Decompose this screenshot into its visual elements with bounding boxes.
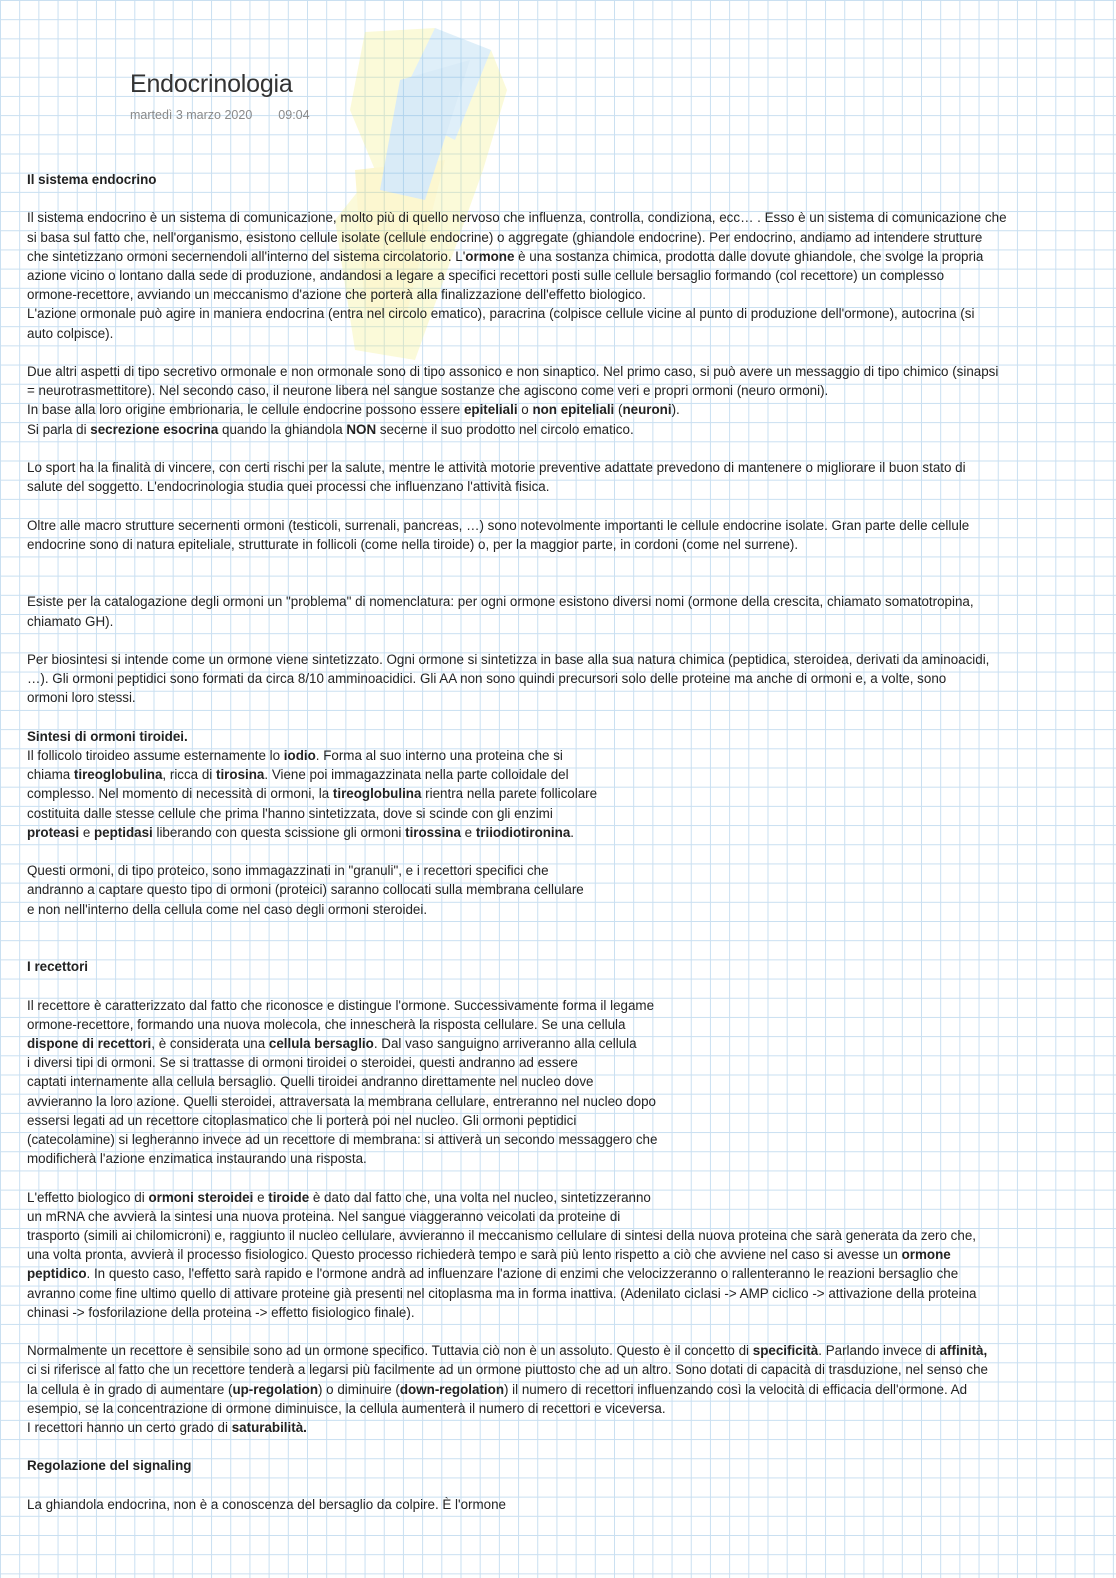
text-line (27, 823, 1072, 842)
text-run: , ricca di (162, 767, 216, 783)
bold-term: specificità (752, 1343, 819, 1359)
blank-line (27, 1168, 1072, 1187)
text-run: andranno a captare questo tipo di ormoni (proteici) saranno collocati sulla membrana cellulare (27, 882, 584, 898)
bold-term: tireoglobulina (332, 786, 422, 802)
text-line (27, 1380, 1072, 1399)
bold-term: NON (346, 421, 377, 437)
text-line (27, 1053, 1072, 1072)
blank-line (27, 1437, 1072, 1456)
text-line (27, 381, 1072, 400)
text-line (27, 247, 1072, 266)
text-line (27, 208, 1072, 227)
text-run: si basa sul fatto che, nell'organismo, esistono cellule isolate (cellule endocrine) o aggregate (ghiandole endocrine). Per endocrino, andiamo ad intendere strutture (27, 229, 983, 245)
text-line (27, 746, 1072, 765)
text-run: un mRNA che avvierà la sintesi una nuova proteina. Nel sangue viaggeranno veicolati da proteine di (27, 1208, 621, 1224)
text-run: una volta pronta, avvierà il processo fisiologico. Questo processo richiederà tempo e sarà più lento rispetto a ciò che avviene nel caso si avesse un (27, 1247, 902, 1263)
page-title: Endocrinologia (130, 70, 293, 98)
text-run: ) o diminuire ( (318, 1381, 400, 1397)
text-line (27, 900, 1072, 919)
text-run: ( (614, 402, 623, 418)
text-line (27, 458, 1072, 477)
blank-line (27, 919, 1072, 938)
text-line (27, 1015, 1072, 1034)
blank-line (27, 343, 1072, 362)
blank-line (27, 1476, 1072, 1495)
text-run: Il sistema endocrino è un sistema di comunicazione, molto più di quello nervoso che influenza, controlla, condiziona, ecc… . Esso è un sistema di comunicazione che (27, 210, 1007, 226)
text-run: chiamato GH). (27, 613, 114, 629)
text-line (27, 1399, 1072, 1418)
paragraph (27, 996, 1072, 1169)
section-heading: I recettori (27, 959, 89, 975)
text-run: e non nell'interno della cellula come nel caso degli ormoni steroidei. (27, 901, 428, 917)
text-line (27, 1092, 1072, 1111)
text-line (27, 1207, 1072, 1226)
text-run: avranno come fine ultimo quello di attivare proteine già presenti nel citoplasma ma in forma inattiva. (Adenilato ciclasi -> AMP ciclico -> attivazione della proteina (27, 1285, 977, 1301)
text-line (27, 1360, 1072, 1379)
blank-line (27, 708, 1072, 727)
text-run: complesso. Nel momento di necessità di ormoni, la (27, 786, 333, 802)
text-run: auto colpisce). (27, 325, 114, 341)
text-run: modificherà l'azione enzimatica instaurando una risposta. (27, 1151, 367, 1167)
text-run: liberando con questa scissione gli ormoni (152, 824, 406, 840)
text-run: Il follicolo tiroideo assume esternamente lo (27, 747, 284, 763)
text-line (27, 765, 1072, 784)
text-run: …). Gli ormoni peptidici sono formati da circa 8/10 amminoacidici. Gli AA non sono quindi precursori solo delle proteine ma anche di ormoni e, a volte, sono (27, 671, 947, 687)
text-run: (catecolamine) si legheranno invece ad un recettore di membrana: si attiverà un secondo messaggero che (27, 1131, 658, 1147)
text-line (27, 1303, 1072, 1322)
text-line (27, 324, 1072, 343)
bold-term: secrezione esocrina (90, 421, 219, 437)
bold-term: peptidasi (93, 824, 153, 840)
section-heading: Il sistema endocrino (27, 172, 157, 187)
text-run: salute del soggetto. L'endocrinologia studia quei processi che influenzano l'attività fisica. (27, 479, 550, 495)
text-run: Oltre alle macro strutture secernenti ormoni (testicoli, surrenali, pancreas, …) sono notevolmente importanti le cellule endocrine isolate. Gran parte delle cellule (27, 517, 970, 533)
paragraph (27, 208, 1072, 342)
bold-term: tirossina (405, 824, 461, 840)
text-line (27, 804, 1072, 823)
text-run: = neurotrasmettitore). Nel secondo caso, il neurone libera nel sangue sostanze che agiscono come veri e propri ormoni (neuro ormoni). (27, 383, 829, 399)
text-run: L'effetto biologico di (27, 1189, 149, 1205)
text-line (27, 880, 1072, 899)
text-run: costituita dalle stesse cellule che prima l'hanno sintetizzata, dove si scinde con gli enzimi (27, 805, 553, 821)
text-run: . Parlando invece di (818, 1343, 940, 1359)
text-run: Il recettore è caratterizzato dal fatto che riconosce e distingue l'ormone. Successivamente forma il legame (27, 997, 655, 1013)
text-run: chinasi -> fosforilazione della proteina -> effetto fisiologico finale). (27, 1304, 415, 1320)
text-run: In base alla loro origine embrionaria, le cellule endocrine possono essere (27, 402, 464, 418)
text-line (27, 1072, 1072, 1091)
paragraph (27, 362, 1072, 439)
bold-term: peptidico (27, 1266, 87, 1282)
text-run: secerne il suo prodotto nel circolo ematico. (376, 421, 634, 437)
text-run: La ghiandola endocrina, non è a conoscenza del bersaglio da colpire. È l'ormone (27, 1496, 506, 1512)
text-run: . (570, 824, 575, 840)
bold-term: neuroni (622, 402, 672, 418)
bold-term: down-regolation (399, 1381, 504, 1397)
text-line (27, 1188, 1072, 1207)
text-run: ) il numero di recettori influenzando così la velocità di efficacia dell'ormone. Ad (504, 1381, 968, 1397)
text-run: i diversi tipi di ormoni. Se si trattasse di ormoni tiroidei o steroidei, questi andranno ad essere (27, 1055, 578, 1071)
text-line (27, 1111, 1072, 1130)
bold-term: affinità, (939, 1343, 988, 1359)
bold-term: epiteliali (463, 402, 518, 418)
text-run: o (517, 402, 533, 418)
bold-term: cellula bersaglio (268, 1035, 374, 1051)
bold-term: tirosina (216, 767, 265, 783)
blank-line (27, 189, 1072, 208)
text-run: e (79, 824, 94, 840)
text-run: ormoni loro stessi. (27, 690, 136, 706)
bold-term: ormone (465, 248, 515, 264)
text-line (27, 1149, 1072, 1168)
paragraph (27, 458, 1072, 496)
paragraph (27, 592, 1072, 630)
text-run: Lo sport ha la finalità di vincere, con certi rischi per la salute, mentre le attività motorie preventive adattate prevedono di mantenere o migliorare il buon stato di (27, 460, 966, 475)
text-run: . Dal vaso sanguigno arriveranno alla cellula (373, 1035, 637, 1051)
bold-term: ormone (901, 1247, 951, 1263)
text-run: Due altri aspetti di tipo secretivo ormonale e non ormonale sono di tipo assonico e non sinaptico. Nel primo caso, si può avere un messaggio di tipo chimico (sinapsi (27, 364, 999, 379)
text-run: ). (671, 402, 680, 418)
text-line (27, 362, 1072, 381)
blank-line (27, 631, 1072, 650)
text-line (27, 420, 1072, 439)
text-run: è una sostanza chimica, prodotta dalle dovute ghiandole, che svolge la propria (514, 248, 984, 264)
blank-line (27, 439, 1072, 458)
paragraph (27, 1495, 1072, 1514)
text-run: . Viene poi immagazzinata nella parte colloidale del (264, 767, 569, 783)
text-run: e (253, 1189, 269, 1205)
text-line (27, 612, 1072, 631)
text-run: Si parla di (27, 421, 91, 437)
bold-term: up-regolation (232, 1381, 318, 1397)
text-line (27, 400, 1072, 419)
text-line (27, 266, 1072, 285)
paragraph (27, 1188, 1072, 1322)
text-line (27, 1130, 1072, 1149)
text-run: endocrine sono di natura epiteliale, strutturate in follicoli (come nella tiroide) o, per la maggior parte, in cordoni (come nel surrene). (27, 536, 799, 552)
text-run: chiama (27, 767, 74, 783)
text-line (27, 1245, 1072, 1264)
bold-term: proteasi (27, 824, 80, 840)
blank-line (27, 938, 1072, 957)
text-run: Questi ormoni, di tipo proteico, sono immagazzinati in "granuli", e i recettori specifici che (27, 863, 549, 879)
text-run: e (460, 824, 476, 840)
text-line (27, 784, 1072, 803)
text-line (27, 650, 1072, 669)
text-run: la cellula è in grado di aumentare ( (27, 1381, 233, 1397)
blank-line (27, 842, 1072, 861)
text-run: trasporto (simili ai chilomicroni) e, raggiunto il nucleo cellulare, avvieranno il meccanismo cellulare di sintesi della nuova proteina che sarà generata da zero che, (27, 1227, 976, 1243)
text-line (27, 1264, 1072, 1283)
paragraph (27, 1341, 1072, 1437)
bold-term: non epiteliali (532, 402, 615, 418)
text-line (27, 304, 1072, 323)
text-line (27, 1034, 1072, 1053)
blank-line (27, 554, 1072, 573)
bold-term: triiodiotironina (475, 824, 571, 840)
text-line (27, 996, 1072, 1015)
text-line (27, 516, 1072, 535)
note-body (27, 170, 1072, 1514)
text-run: L'azione ormonale può agire in maniera endocrina (entra nel circolo ematico), paracrina (colpisce cellule vicine al punto di produzione dell'ormone), autocrina (si (27, 306, 975, 322)
text-run: quando la ghiandola (218, 421, 347, 437)
section-heading: Sintesi di ormoni tiroidei. (27, 728, 188, 744)
text-line (27, 285, 1072, 304)
text-line (27, 861, 1072, 880)
text-line (27, 688, 1072, 707)
page-timestamp (130, 108, 310, 122)
text-line (27, 228, 1072, 247)
section-heading: Regolazione del signaling (27, 1458, 192, 1474)
bold-term: tiroide (268, 1189, 310, 1205)
text-run: ormone-recettore, formando una nuova molecola, che innescherà la risposta cellulare. Se una cellula (27, 1016, 626, 1032)
text-run: che sintetizzano ormoni secernendoli all'interno del sistema circolatorio. L' (27, 248, 466, 264)
blank-line (27, 1322, 1072, 1341)
text-run: Per biosintesi si intende come un ormone viene sintetizzato. Ogni ormone si sintetizza in base alla sua natura chimica (peptidica, steroidea, derivati da aminoacidi, (27, 651, 990, 667)
text-run: ormone-recettore, avviando un meccanismo d'azione che porterà alla finalizzazione dell'effetto biologico. (27, 287, 646, 303)
text-line (27, 1226, 1072, 1245)
text-run: Esiste per la catalogazione degli ormoni un "problema" di nomenclatura: per ogni ormone esistono diversi nomi (ormone della crescita, chiamato somatotropina, (27, 594, 974, 610)
text-line (27, 1341, 1072, 1360)
text-run: ci si riferisce al fatto che un recettore tenderà a legarsi più facilmente ad un ormone piuttosto che ad un altro. Sono dotati di capacità di trasduzione, nel senso che (27, 1362, 988, 1378)
paragraph (27, 650, 1072, 708)
text-run: Normalmente un recettore è sensibile sono ad un ormone specifico. Tuttavia ciò non è un assoluto. Questo è il concetto di (27, 1343, 753, 1359)
page-time: 09:04 (278, 108, 310, 122)
bold-term: tireoglobulina (73, 767, 163, 783)
text-run: , è considerata una (151, 1035, 269, 1051)
text-line (27, 669, 1072, 688)
page-date: martedì 3 marzo 2020 (130, 108, 253, 122)
bold-term: iodio (283, 747, 316, 763)
blank-line (27, 976, 1072, 995)
text-line (27, 535, 1072, 554)
text-line (27, 592, 1072, 611)
bold-term: ormoni steroidei (148, 1189, 254, 1205)
text-line (27, 1418, 1072, 1437)
text-run: rientra nella parete follicolare (421, 786, 598, 802)
text-run: . Forma al suo interno una proteina che si (315, 747, 563, 763)
text-run: esempio, se la concentrazione di ormone diminuisce, la cellula aumenterà il numero di recettori e viceversa. (27, 1400, 666, 1416)
text-run: I recettori hanno un certo grado di (27, 1419, 232, 1435)
paragraph (27, 861, 1072, 919)
bold-term: saturabilità. (231, 1419, 307, 1435)
bold-term: dispone di recettori (27, 1035, 152, 1051)
text-run: captati internamente alla cellula bersaglio. Quelli tiroidei andranno direttamente nel nucleo dove (27, 1074, 594, 1090)
blank-line (27, 573, 1072, 592)
paragraph (27, 516, 1072, 554)
paragraph (27, 746, 1072, 842)
blank-line (27, 496, 1072, 515)
text-run: è dato dal fatto che, una volta nel nucleo, sintetizzeranno (309, 1189, 651, 1205)
text-run: essersi legati ad un recettore citoplasmatico che li porterà poi nel nucleo. Gli ormoni peptidici (27, 1112, 577, 1128)
text-run: azione vicino o lontano dalla sede di produzione, andandosi a legare a specifici recettori posti sulle cellule bersaglio formando (col recettore) un complesso (27, 268, 945, 283)
text-run: avvieranno la loro azione. Quelli steroidei, attraversata la membrana cellulare, entreranno nel nucleo dopo (27, 1093, 656, 1109)
text-run: . In questo caso, l'effetto sarà rapido e l'ormone andrà ad influenzare l'azione di enzimi che velocizzeranno o rallenteranno le reazioni bersaglio che (86, 1266, 959, 1282)
text-line (27, 1495, 1072, 1514)
text-line (27, 477, 1072, 496)
text-line (27, 1284, 1072, 1303)
